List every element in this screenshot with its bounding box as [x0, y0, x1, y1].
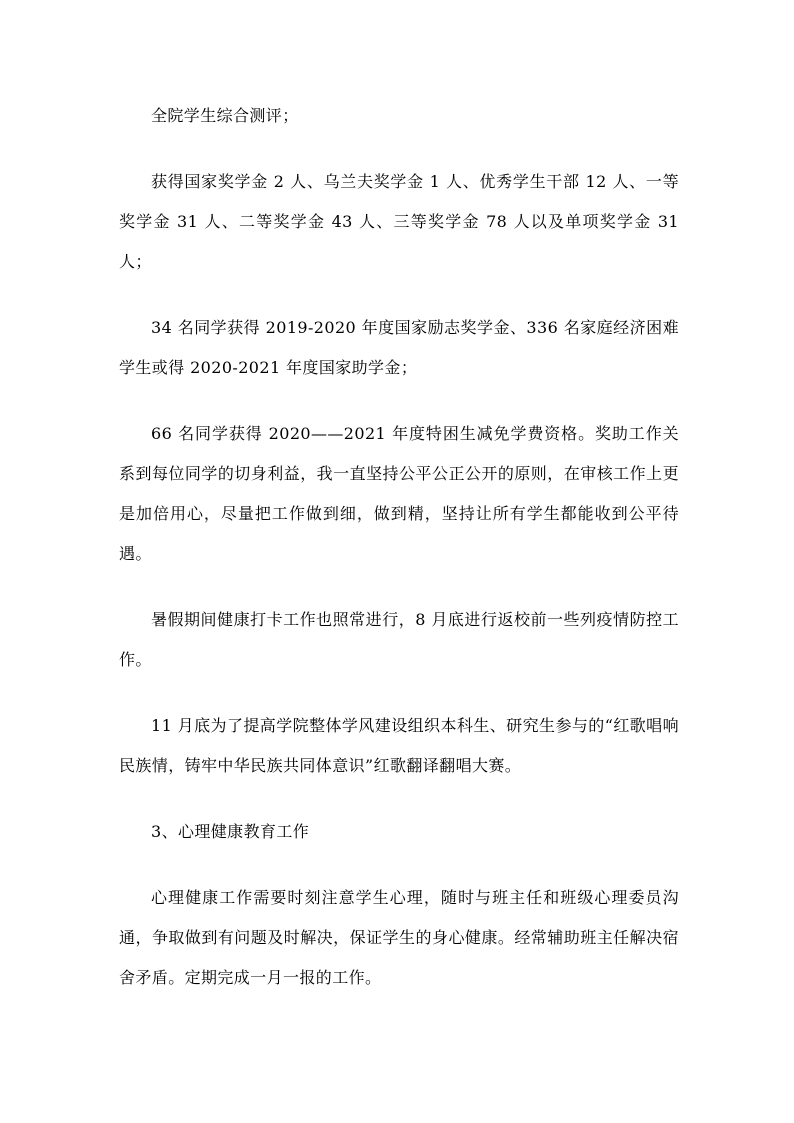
document-body	[119, 96, 679, 1024]
paragraph-health-checkin: 暑假期间健康打卡工作也照常进行，8 月底进行返校前一些列疫情防控工作。	[119, 610, 679, 669]
section-heading-mental-health: 3、心理健康教育工作	[151, 822, 310, 841]
paragraph-tuition-waiver: 66 名同学获得 2020——2021 年度特困生减免学费资格。奖助工作关系到每位同学的切身利益，我一直坚持公平公正公开的原则，在审核工作上更是加倍用心，尽量把工作做到细，做到精，坚持让所有学生都能收到公平待遇。	[119, 424, 679, 563]
paragraph-red-song-contest: 11 月底为了提高学院整体学风建设组织本科生、研究生参与的“红歌唱响民族情，铸牢中华民族共同体意识”红歌翻译翻唱大赛。	[119, 716, 679, 775]
paragraph-grants: 34 名同学获得 2019-2020 年度国家励志奖学金、336 名家庭经济困难学生或得 2020-2021 年度国家助学金；	[119, 318, 679, 377]
paragraph-scholarships: 获得国家奖学金 2 人、乌兰夫奖学金 1 人、优秀学生干部 12 人、一等奖学金 31 人、二等奖学金 43 人、三等奖学金 78 人以及单项奖学金 31 人；	[119, 172, 679, 271]
paragraph-evaluation: 全院学生综合测评；	[151, 106, 299, 125]
paragraph-mental-health: 心理健康工作需要时刻注意学生心理，随时与班主任和班级心理委员沟通，争取做到有问题及时解决，保证学生的身心健康。经常辅助班主任解决宿舍矛盾。定期完成一月一报的工作。	[119, 888, 679, 987]
